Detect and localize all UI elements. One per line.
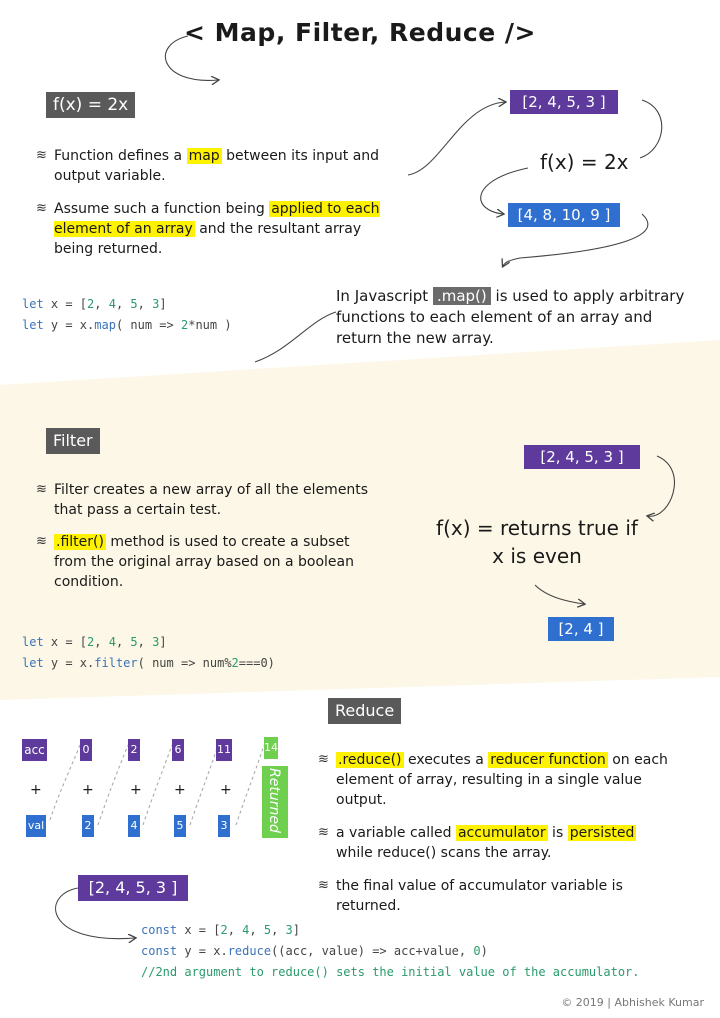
acc-value: 11 bbox=[216, 739, 232, 761]
val-value: 4 bbox=[128, 815, 140, 837]
plus-sign: + bbox=[82, 782, 94, 798]
map-bullet-1: ≋ Function defines a map between its input and output variable. bbox=[36, 148, 380, 184]
val-value: 2 bbox=[82, 815, 94, 837]
val-value: 3 bbox=[218, 815, 230, 837]
filter-input-array: [2, 4, 5, 3 ] bbox=[524, 445, 640, 469]
code-line-2: let y = x.map( num => 2*num ) bbox=[22, 318, 232, 332]
code-line-1: let x = [2, 4, 5, 3] bbox=[22, 635, 167, 649]
footer-copyright: © 2019 | Abhishek Kumar bbox=[561, 996, 704, 1009]
map-js-note: In Javascript .map() is used to apply arbitrary functions to each element of an array and return the new array. bbox=[336, 287, 685, 347]
reduce-bullet-1: ≋ .reduce() executes a reducer function on each element of array, resulting in a single value output. bbox=[318, 752, 668, 808]
map-input-array: [2, 4, 5, 3 ] bbox=[510, 90, 618, 114]
filter-code bbox=[22, 632, 275, 674]
bullet-marker: ≋ bbox=[36, 148, 47, 163]
highlight-persisted: persisted bbox=[569, 825, 635, 841]
map-bullet-2: ≋ Assume such a function being applied to each element of an array and the resultant array being returned. bbox=[36, 201, 380, 257]
filter-formula: f(x) = returns true if x is even bbox=[436, 516, 638, 568]
reduce-section-tag: Reduce bbox=[328, 698, 401, 724]
bullet-marker: ≋ bbox=[318, 825, 329, 840]
val-label: val bbox=[26, 815, 46, 837]
returned-badge: Returned bbox=[262, 766, 288, 838]
highlight-filter-method: .filter() bbox=[56, 534, 104, 550]
highlight-accumulator: accumulator bbox=[457, 825, 546, 841]
plus-sign: + bbox=[30, 782, 42, 798]
code-comment: //2nd argument to reduce() sets the initial value of the accumulator. bbox=[141, 965, 640, 979]
map-code bbox=[22, 294, 232, 336]
code-line-2: const y = x.reduce((acc, value) => acc+value, 0) bbox=[141, 944, 488, 958]
code-line-1: const x = [2, 4, 5, 3] bbox=[141, 923, 301, 937]
bullet-marker: ≋ bbox=[318, 878, 329, 893]
reduce-bullet-2: ≋ a variable called accumulator is persisted while reduce() scans the array. bbox=[318, 825, 635, 861]
reduce-input-array: [2, 4, 5, 3 ] bbox=[78, 875, 188, 901]
highlight-reducer-function: reducer function bbox=[490, 752, 606, 768]
code-line-1: let x = [2, 4, 5, 3] bbox=[22, 297, 167, 311]
bullet-marker: ≋ bbox=[36, 482, 47, 497]
map-formula: f(x) = 2x bbox=[540, 150, 629, 174]
bullet-marker: ≋ bbox=[36, 201, 47, 216]
filter-section-tag: Filter bbox=[46, 428, 100, 454]
map-section-tag: f(x) = 2x bbox=[46, 92, 135, 118]
acc-label: acc bbox=[22, 739, 47, 761]
plus-sign: + bbox=[174, 782, 186, 798]
plus-sign: + bbox=[130, 782, 142, 798]
filter-output-array: [2, 4 ] bbox=[548, 617, 614, 641]
val-value: 5 bbox=[174, 815, 186, 837]
acc-value: 0 bbox=[80, 739, 92, 761]
bullet-marker: ≋ bbox=[36, 534, 47, 549]
map-output-array: [4, 8, 10, 9 ] bbox=[508, 203, 620, 227]
code-line-2: let y = x.filter( num => num%2===0) bbox=[22, 656, 275, 670]
reduce-code bbox=[141, 920, 640, 983]
page-title: < Map, Filter, Reduce /> bbox=[184, 18, 536, 47]
highlight-reduce-method: .reduce() bbox=[338, 752, 402, 768]
highlight-applied: applied to each element of an array bbox=[54, 201, 380, 237]
bullet-marker: ≋ bbox=[318, 752, 329, 767]
filter-bullet-1: ≋ Filter creates a new array of all the elements that pass a certain test. bbox=[36, 482, 369, 518]
acc-final-value: 14 bbox=[264, 737, 278, 759]
reduce-bullet-3: ≋ the final value of accumulator variable is returned. bbox=[318, 878, 623, 914]
highlight-map-method: .map() bbox=[433, 287, 491, 305]
acc-value: 6 bbox=[172, 739, 184, 761]
acc-value: 2 bbox=[128, 739, 140, 761]
filter-bullet-2: ≋ .filter() method is used to create a subset from the original array based on a boolean condition. bbox=[36, 534, 354, 590]
plus-sign: + bbox=[220, 782, 232, 798]
highlight-map: map bbox=[188, 148, 220, 164]
